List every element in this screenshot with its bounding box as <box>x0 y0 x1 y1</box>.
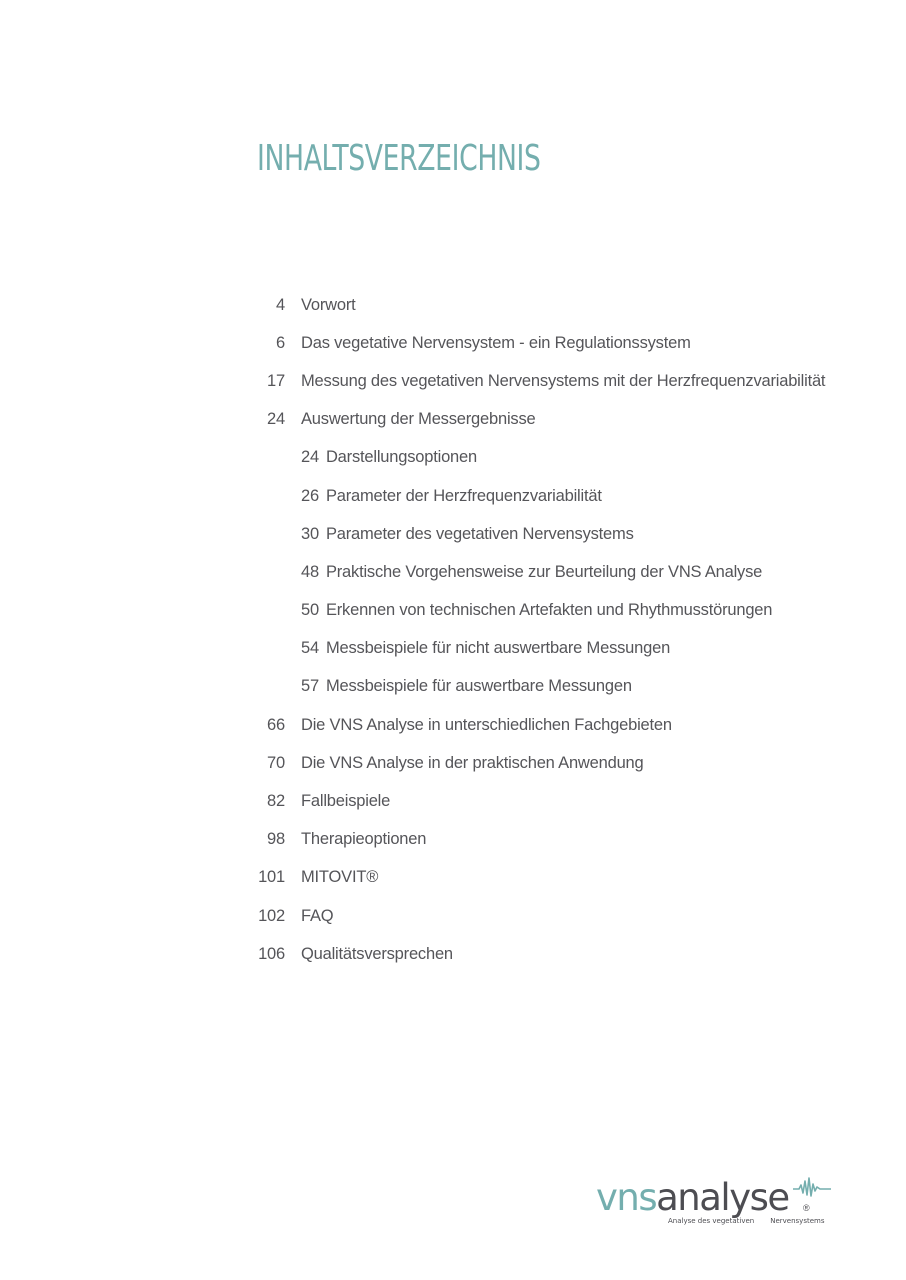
toc-entry[interactable] <box>240 897 860 935</box>
logo-wordmark <box>596 1176 789 1220</box>
toc-entry-title: Qualitätsversprechen <box>301 944 453 963</box>
toc-entry-title: Das vegetative Nervensystem - ein Regulationssystem <box>301 333 691 352</box>
toc-sub-page-number: 30 <box>301 524 319 543</box>
toc-page-number: 82 <box>267 792 285 811</box>
toc-sub-page-number: 57 <box>301 677 319 696</box>
toc-subentry-title: Messbeispiele für nicht auswertbare Messungen <box>325 639 671 658</box>
toc-page-number: 70 <box>267 753 285 772</box>
toc-entry-title: Messung des vegetativen Nervensystems mit der Herzfrequenzvariabilität <box>301 371 826 390</box>
toc-sub-page-number: 24 <box>301 448 319 467</box>
toc-subentry[interactable] <box>240 515 860 553</box>
toc-subentry-title: Praktische Vorgehensweise zur Beurteilung der VNS Analyse <box>325 562 763 581</box>
toc-sub-page-number: 54 <box>301 639 319 658</box>
toc-entry-title: Therapieoptionen <box>301 830 427 849</box>
toc-entry-title: Die VNS Analyse in der praktischen Anwendung <box>301 753 644 772</box>
toc-page-number: 6 <box>276 333 285 352</box>
toc-entry[interactable] <box>240 859 860 897</box>
toc-subentry[interactable] <box>240 553 860 591</box>
toc-subentry-title: Parameter des vegetativen Nervensystems <box>325 524 634 543</box>
page-title: INHALTSVERZEICHNIS <box>257 138 541 179</box>
toc-entry-title: Auswertung der Messergebnisse <box>301 410 536 429</box>
toc-page-number: 106 <box>258 944 285 963</box>
toc-subentry[interactable] <box>240 439 860 477</box>
toc-entry[interactable] <box>240 744 860 782</box>
toc-page-number: 4 <box>276 295 285 314</box>
toc-entry[interactable] <box>240 362 860 400</box>
toc-sub-page-number: 50 <box>301 601 319 620</box>
toc-sub-page-number: 26 <box>301 486 319 505</box>
toc-entry-title: Fallbeispiele <box>301 792 391 811</box>
logo-tagline <box>668 1217 824 1225</box>
table-of-contents <box>240 286 860 973</box>
toc-page-number: 66 <box>267 715 285 734</box>
toc-page-number: 24 <box>267 410 285 429</box>
heartbeat-wave-icon <box>793 1176 833 1198</box>
toc-subentry-title: Messbeispiele für auswertbare Messungen <box>325 677 632 696</box>
toc-subentry-title: Parameter der Herzfrequenzvariabilität <box>325 486 602 505</box>
toc-entry[interactable] <box>240 401 860 439</box>
toc-entry[interactable] <box>240 821 860 859</box>
toc-page-number: 101 <box>258 868 285 887</box>
toc-entry-title: Die VNS Analyse in unterschiedlichen Fachgebieten <box>301 715 672 734</box>
toc-page-number: 102 <box>258 906 285 925</box>
toc-subentry-title: Erkennen von technischen Artefakten und Rhythmusstörungen <box>325 601 773 620</box>
toc-sub-page-number: 48 <box>301 562 319 581</box>
logo-tagline-left: Analyse des vegetativen <box>668 1217 755 1225</box>
toc-subentry[interactable] <box>240 592 860 630</box>
toc-entry[interactable] <box>240 706 860 744</box>
logo-analyse-text: analyse <box>656 1176 789 1219</box>
toc-entry-title: Vorwort <box>301 295 356 314</box>
toc-entry[interactable] <box>240 324 860 362</box>
vns-analyse-logo <box>596 1176 836 1228</box>
toc-subentry-title: Darstellungsoptionen <box>325 448 477 467</box>
logo-tagline-right: Nervensystems <box>770 1217 825 1225</box>
toc-entry-title: FAQ <box>301 906 334 925</box>
toc-entry[interactable] <box>240 935 860 973</box>
toc-entry[interactable] <box>240 286 860 324</box>
toc-subentry[interactable] <box>240 630 860 668</box>
toc-entry[interactable] <box>240 782 860 820</box>
toc-entry-title: MITOVIT® <box>301 868 379 887</box>
toc-page-number: 17 <box>267 371 285 390</box>
logo-vns-text: vns <box>596 1176 657 1219</box>
logo-registered-mark: ® <box>803 1203 810 1213</box>
toc-subentry[interactable] <box>240 477 860 515</box>
toc-page-number: 98 <box>267 830 285 849</box>
toc-subentry[interactable] <box>240 668 860 706</box>
